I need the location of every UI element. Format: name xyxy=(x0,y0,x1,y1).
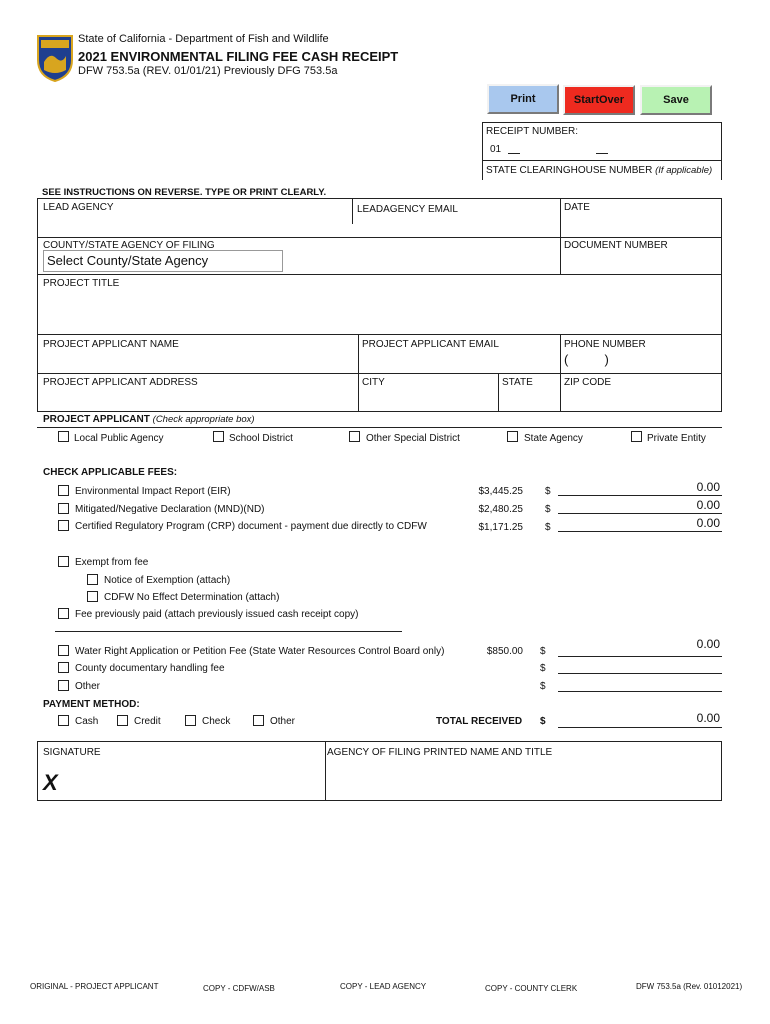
fee-divider xyxy=(55,631,402,632)
payment-cash-label: Cash xyxy=(75,716,99,727)
fee-eir-label: Environmental Impact Report (EIR) xyxy=(75,486,231,497)
document-number-label: DOCUMENT NUMBER xyxy=(564,240,668,251)
lead-agency-label: LEAD AGENCY xyxy=(43,202,114,213)
total-received-label: TOTAL RECEIVED xyxy=(436,716,523,727)
option-other-special-district: Other Special District xyxy=(366,433,460,444)
checkbox-water-right[interactable] xyxy=(58,645,69,656)
checkbox-check[interactable] xyxy=(185,715,196,726)
fee-eir-amount[interactable]: 0.00 xyxy=(696,480,720,494)
total-received-amount[interactable]: 0.00 xyxy=(696,711,720,725)
applicant-address-label: PROJECT APPLICANT ADDRESS xyxy=(43,377,198,388)
city-label: CITY xyxy=(362,377,385,388)
option-private-entity: Private Entity xyxy=(647,433,706,444)
applicant-name-label: PROJECT APPLICANT NAME xyxy=(43,339,179,350)
project-title-label: PROJECT TITLE xyxy=(43,278,120,289)
payment-credit-label: Credit xyxy=(134,716,161,727)
checkbox-exempt[interactable] xyxy=(58,556,69,567)
county-agency-select[interactable]: Select County/State Agency xyxy=(43,250,283,272)
fee-mnd-price: $2,480.25 xyxy=(478,504,523,515)
checkbox-no-effect[interactable] xyxy=(87,591,98,602)
save-button[interactable]: Save xyxy=(640,85,712,115)
checkbox-previously-paid[interactable] xyxy=(58,608,69,619)
county-doc-label: County documentary handling fee xyxy=(75,663,225,674)
water-right-label: Water Right Application or Petition Fee (State Water Resources Control Board only) xyxy=(75,646,445,657)
state-label: STATE xyxy=(502,377,533,388)
exempt-label: Exempt from fee xyxy=(75,557,149,568)
checkbox-notice-of-exemption[interactable] xyxy=(87,574,98,585)
payment-other-label: Other xyxy=(270,716,296,727)
notice-of-exemption-label: Notice of Exemption (attach) xyxy=(104,575,231,586)
fee-eir-price: $3,445.25 xyxy=(478,486,523,497)
other-fee-dollar: $ xyxy=(540,681,546,692)
footer-form-rev: DFW 753.5a (Rev. 01012021) xyxy=(636,982,743,991)
phone-area-code[interactable]: ( ) xyxy=(564,352,609,367)
checkbox-other-fee[interactable] xyxy=(58,680,69,691)
fee-crp-label: Certified Regulatory Program (CRP) document - payment due directly to CDFW xyxy=(75,521,427,532)
receipt-number-label: RECEIPT NUMBER: xyxy=(486,126,579,137)
zip-code-label: ZIP CODE xyxy=(564,377,612,388)
checkbox-state-agency[interactable] xyxy=(507,431,518,442)
date-label: DATE xyxy=(564,202,590,213)
start-over-button[interactable]: StartOver xyxy=(563,85,635,115)
no-effect-label: CDFW No Effect Determination (attach) xyxy=(104,592,280,603)
checkbox-local-public-agency[interactable] xyxy=(58,431,69,442)
fee-crp-dollar: $ xyxy=(545,522,551,533)
fees-heading: CHECK APPLICABLE FEES: xyxy=(43,467,178,478)
fee-mnd-label: Mitigated/Negative Declaration (MND)(ND) xyxy=(75,504,265,515)
receipt-dash-2 xyxy=(596,153,608,154)
applicant-type-heading: PROJECT APPLICANT (Check appropriate box) xyxy=(43,414,255,425)
fee-eir-dollar: $ xyxy=(545,486,551,497)
checkbox-private-entity[interactable] xyxy=(631,431,642,442)
footer-original-applicant: ORIGINAL - PROJECT APPLICANT xyxy=(30,982,159,991)
instructions: SEE INSTRUCTIONS ON REVERSE. TYPE OR PRINT CLEARLY. xyxy=(42,187,327,198)
checkbox-other-payment[interactable] xyxy=(253,715,264,726)
checkbox-other-special-district[interactable] xyxy=(349,431,360,442)
receipt-prefix: 01 xyxy=(490,144,502,155)
agency-name: State of California - Department of Fish and Wildlife xyxy=(78,33,329,45)
checkbox-credit[interactable] xyxy=(117,715,128,726)
footer-copy-lead-agency: COPY - LEAD AGENCY xyxy=(340,982,427,991)
payment-method-heading: PAYMENT METHOD: xyxy=(43,699,140,710)
previously-paid-label: Fee previously paid (attach previously issued cash receipt copy) xyxy=(75,609,359,620)
water-right-amount[interactable]: 0.00 xyxy=(696,637,720,651)
receipt-dash-1 xyxy=(508,153,520,154)
checkbox-eir[interactable] xyxy=(58,485,69,496)
signature-mark[interactable]: X xyxy=(43,770,58,795)
other-fee-amount[interactable] xyxy=(558,691,722,692)
option-school-district: School District xyxy=(229,433,293,444)
agency-printed-name-label: AGENCY OF FILING PRINTED NAME AND TITLE xyxy=(327,747,553,758)
fee-mnd-amount[interactable]: 0.00 xyxy=(696,498,720,512)
clearinghouse-label: STATE CLEARINGHOUSE NUMBER (If applicable) xyxy=(486,165,713,176)
print-button[interactable]: Print xyxy=(487,84,559,114)
signature-label: SIGNATURE xyxy=(43,747,101,758)
lead-agency-email-label: LEADAGENCY EMAIL xyxy=(357,204,458,215)
fee-crp-price: $1,171.25 xyxy=(478,522,523,533)
checkbox-county-doc[interactable] xyxy=(58,662,69,673)
applicant-email-label: PROJECT APPLICANT EMAIL xyxy=(362,339,499,350)
county-doc-amount[interactable] xyxy=(558,673,722,674)
fee-mnd-dollar: $ xyxy=(545,504,551,515)
county-agency-label: COUNTY/STATE AGENCY OF FILING xyxy=(43,240,215,251)
fee-crp-amount[interactable]: 0.00 xyxy=(696,516,720,530)
option-local-public-agency: Local Public Agency xyxy=(74,433,164,444)
other-fee-label: Other xyxy=(75,681,101,692)
payment-check-label: Check xyxy=(202,716,231,727)
option-state-agency: State Agency xyxy=(524,433,583,444)
form-title: 2021 ENVIRONMENTAL FILING FEE CASH RECEIPT xyxy=(78,49,399,64)
footer-copy-county-clerk: COPY - COUNTY CLERK xyxy=(485,984,578,993)
county-doc-dollar: $ xyxy=(540,663,546,674)
checkbox-crp[interactable] xyxy=(58,520,69,531)
checkbox-mnd[interactable] xyxy=(58,503,69,514)
total-dollar: $ xyxy=(540,716,546,727)
form-id: DFW 753.5a (REV. 01/01/21) Previously DFG 753.5a xyxy=(78,65,338,77)
water-right-dollar: $ xyxy=(540,646,546,657)
checkbox-cash[interactable] xyxy=(58,715,69,726)
cdfw-seal-logo xyxy=(36,32,74,82)
footer-copy-cdfw: COPY - CDFW/ASB xyxy=(203,984,275,993)
phone-number-label: PHONE NUMBER xyxy=(564,339,646,350)
water-right-price: $850.00 xyxy=(486,646,523,657)
checkbox-school-district[interactable] xyxy=(213,431,224,442)
